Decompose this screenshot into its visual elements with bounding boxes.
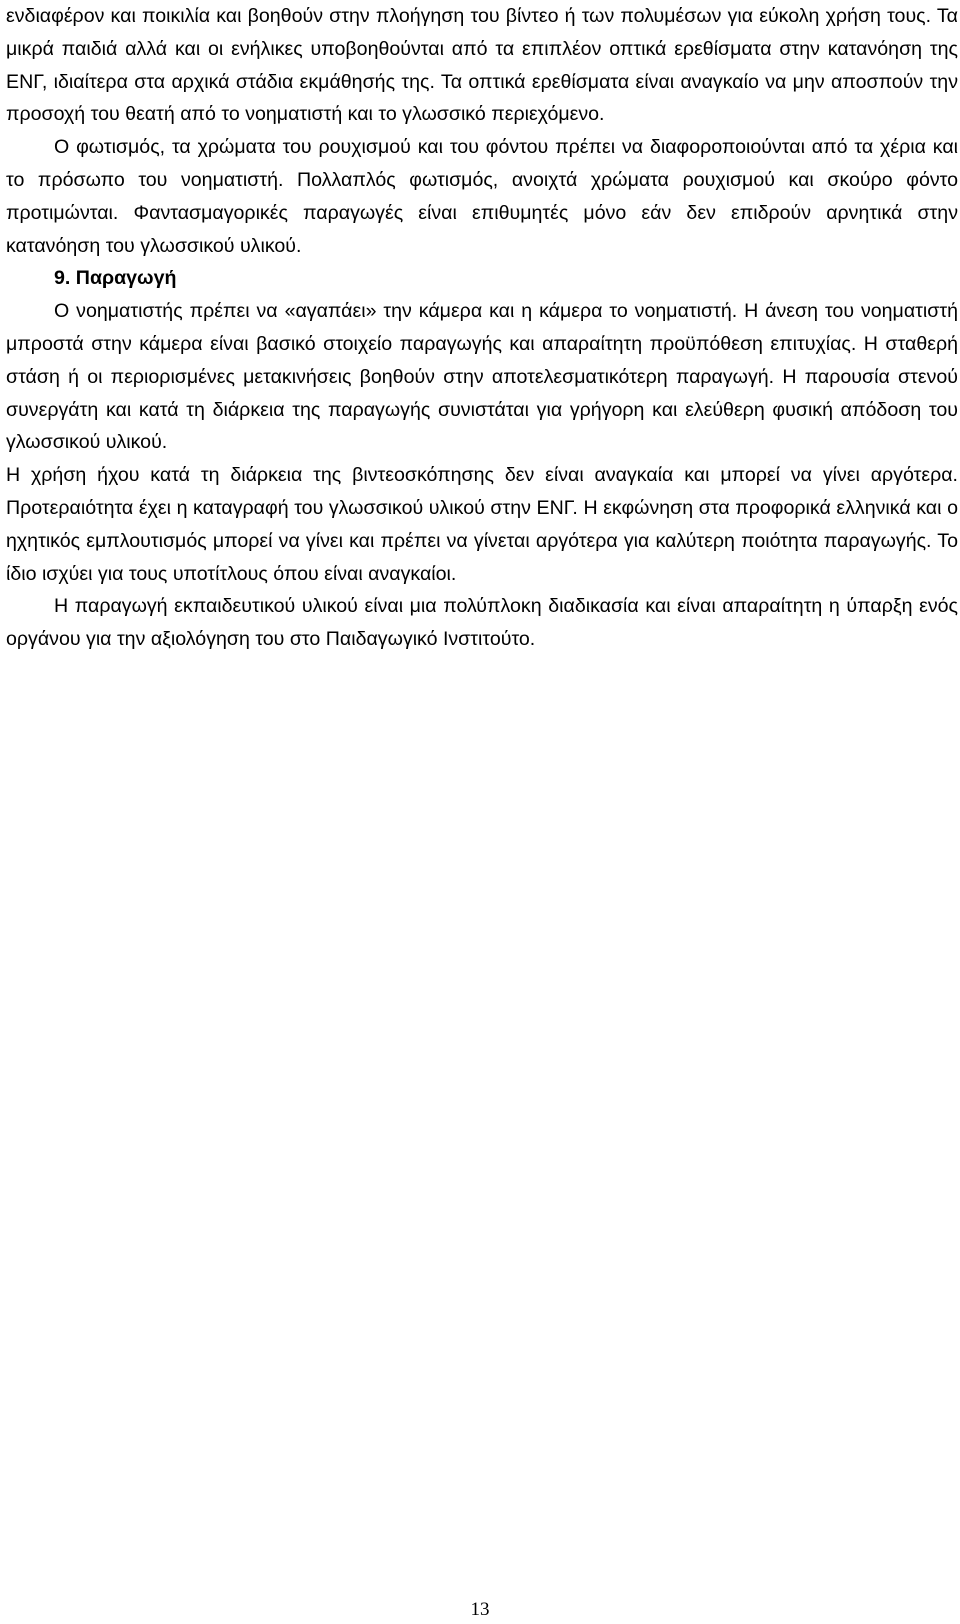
section-number: 9. xyxy=(54,267,71,290)
section-title: Παραγωγή xyxy=(75,267,177,290)
document-body xyxy=(6,0,958,656)
page-number: 13 xyxy=(470,1599,490,1620)
paragraph-signer-camera: Ο νοηματιστής πρέπει να «αγαπάει» την κάμερα και η κάμερα το νοηματιστή. Η άνεση του νοηματιστή μπροστά στην κάμερα είναι βασικό στοιχείο παραγωγής και απαραίτητη προϋπόθεση επιτυχίας. Η σταθερή στάση ή οι περιορισμένες μετακινήσεις βοηθούν στην αποτελεσματικότερη παραγωγή. Η παρουσία στενού συνεργάτη και κατά τη διάρκεια της παραγωγής συνιστάται για γρήγορη και ελεύθερη φυσική απόδοση του γλωσσικού υλικού. xyxy=(6,300,958,454)
paragraph-sound-usage: Η χρήση ήχου κατά τη διάρκεια της βιντεοσκόπησης δεν είναι αναγκαία και μπορεί να γίνει αργότερα. Προτεραιότητα έχει η καταγραφή του γλωσσικού υλικού στην ΕΝΓ. Η εκφώνηση στα προφορικά ελληνικά και ο ηχητικός εμπλουτισμός μπορεί να γίνει και πρέπει να γίνεται αργότερα για καλύτερη ποιότητα παραγωγής. Το ίδιο ισχύει για τους υποτίτλους όπου είναι αναγκαίοι. xyxy=(6,464,958,585)
paragraph-production-evaluation: Η παραγωγή εκπαιδευτικού υλικού είναι μια πολύπλοκη διαδικασία και είναι απαραίτητη η ύπαρξη ενός οργάνου για την αξιολόγηση του στο Παιδαγωγικό Ινστιτούτο. xyxy=(6,595,958,651)
paragraph-lighting-colors: Ο φωτισμός, τα χρώματα του ρουχισμού και του φόντου πρέπει να διαφοροποιούνται από τα χέρια και το πρόσωπο του νοηματιστή. Πολλαπλός φωτισμός, ανοιχτά χρώματα ρουχισμού και σκούρο φόντο προτιμώνται. Φαντασμαγορικές παραγωγές είναι επιθυμητές μόνο εάν δεν επιδρούν αρνητικά στην κατανόηση του γλωσσικού υλικού. xyxy=(6,136,958,257)
paragraph-visual-stimuli: ενδιαφέρον και ποικιλία και βοηθούν στην πλοήγηση του βίντεο ή των πολυμέσων για εύκολη χρήση τους. Τα μικρά παιδιά αλλά και οι ενήλικες υποβοηθούνται από τα επιπλέον οπτικά ερεθίσματα στην κατανόηση της ΕΝΓ, ιδιαίτερα στα αρχικά στάδια εκμάθησής της. Τα οπτικά ερεθίσματα είναι αναγκαίο να μην αποσπούν την προσοχή του θεατή από το νοηματιστή και το γλωσσικό περιεχόμενο. xyxy=(6,5,958,126)
section-heading xyxy=(6,262,958,295)
